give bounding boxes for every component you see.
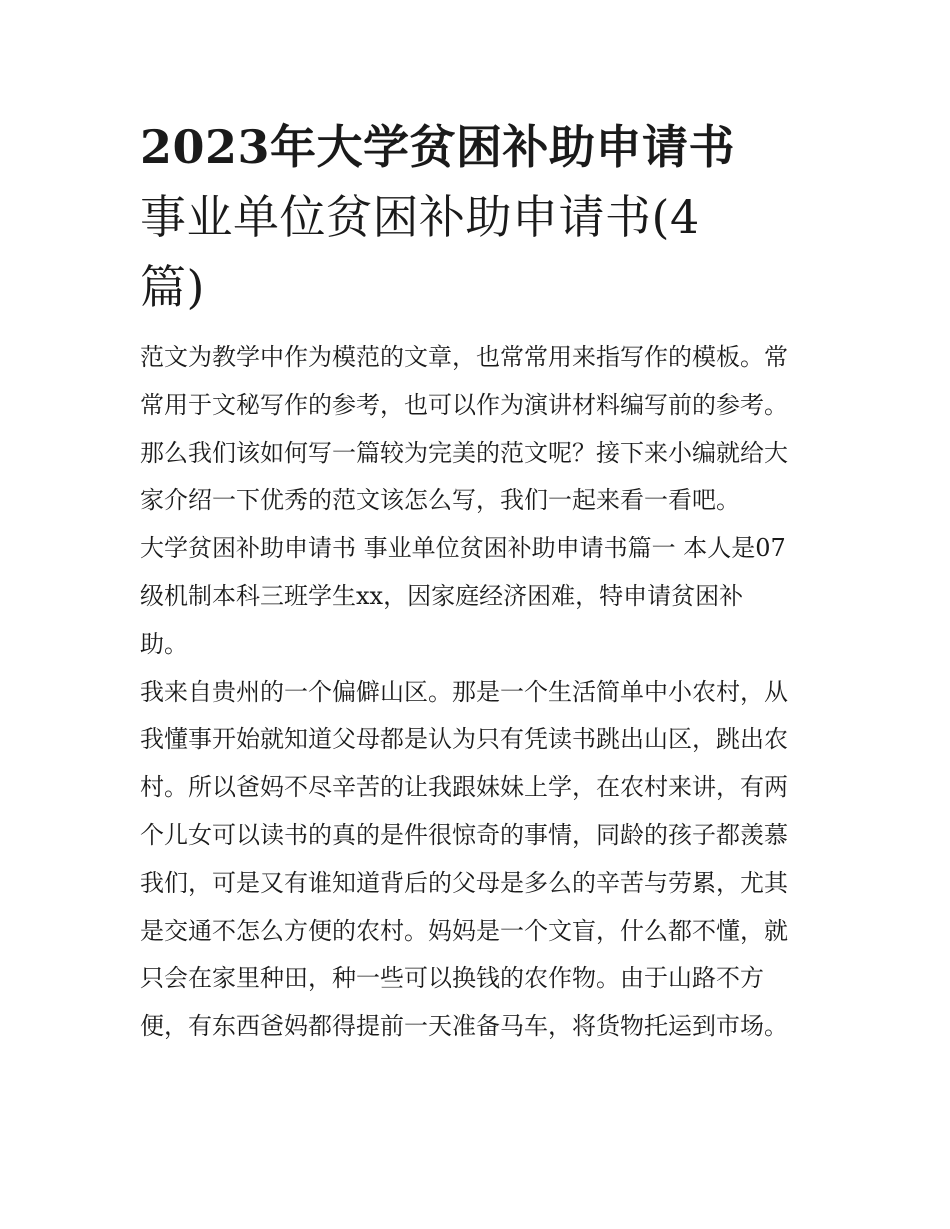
- text-line: 范文为教学中作为模范的文章，也常常用来指写作的模板。常: [140, 343, 788, 371]
- text-line: 家介绍一下优秀的范文该怎么写，我们一起来看一看吧。: [140, 486, 740, 515]
- text-line: 我们，可是又有谁知道背后的父母是多么的辛苦与劳累，尤其: [140, 868, 788, 897]
- text-line: 村。所以爸妈不尽辛苦的让我跟妹妹上学，在农村来讲，有两: [140, 773, 788, 802]
- text-line: 便，有东西爸妈都得提前一天准备马车，将货物托运到市场。: [140, 1012, 788, 1041]
- text-line: 常用于文秘写作的参考，也可以作为演讲材料编写前的参考。: [140, 390, 788, 419]
- text-line: 只会在家里种田，种一些可以换钱的农作物。由于山路不方: [140, 964, 764, 993]
- document-title: [140, 112, 820, 322]
- document-page: [140, 112, 820, 1051]
- document-body: [140, 334, 820, 1051]
- story-paragraph: [140, 669, 820, 1051]
- title-line: 篇): [140, 260, 205, 314]
- text-line: 我来自贵州的一个偏僻山区。那是一个生活简单中小农村，从: [140, 677, 788, 706]
- title-line: 2023年大学贫困补助申请书: [140, 120, 736, 174]
- text-line: 是交通不怎么方便的农村。妈妈是一个文盲，什么都不懂，就: [140, 916, 788, 945]
- text-line: 个儿女可以读书的真的是件很惊奇的事情，同龄的孩子都羡慕: [140, 820, 788, 849]
- text-line: 级机制本科三班学生xx，因家庭经济困难，特申请贫困补: [140, 581, 744, 610]
- title-line: 事业单位贫困补助申请书(4: [140, 190, 700, 244]
- section-intro-paragraph: [140, 525, 820, 668]
- text-line: 那么我们该如何写一篇较为完美的范文呢？接下来小编就给大: [140, 438, 788, 467]
- intro-paragraph: [140, 334, 820, 525]
- text-line: 我懂事开始就知道父母都是认为只有凭读书跳出山区，跳出农: [140, 725, 788, 754]
- text-line: 大学贫困补助申请书 事业单位贫困补助申请书篇一 本人是07: [140, 534, 786, 563]
- text-line: 助。: [140, 629, 188, 658]
